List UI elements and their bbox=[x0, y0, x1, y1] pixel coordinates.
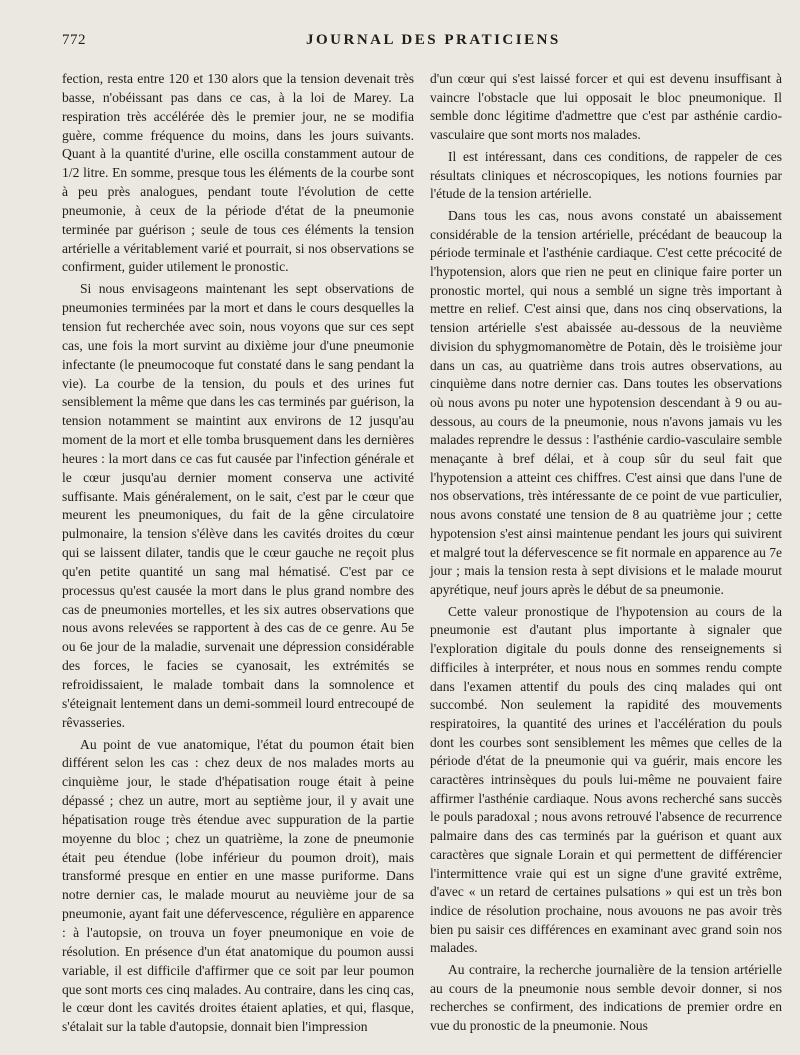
journal-title: JOURNAL DES PRATICIENS bbox=[306, 32, 561, 48]
paragraph: Dans tous les cas, nous avons constaté un abaissement considérable de la tension artérielle, précédant de beaucoup la période terminale et l'asthénie cardiaque. C'est cette précocité de l'hypotension, alors que rien ne peut en clinique faire porter un pronostic mortel, qui nous a semblé un signe très important à mettre en relief. C'est ainsi que, dans nos cinq observations, la tension artérielle s'est abaissée au-dessous de la neuvième division du sphygmomanomètre de Potain, dès le troisième jour dans un cas, au quatrième dans trois autres observations, au cinquième dans notre dernier cas. Dans toutes les observations où nous avons pu noter une hypotension descendant à 9 ou au-dessous, au cours de la pneumonie, nous n'avons jamais vu les malades reprendre le dessus : l'asthénie cardio-vasculaire semble menaçante à bref délai, et à coup sûr du seul fait que l'hypotension a atteint ces chiffres. C'est ainsi que dans l'une de nos observations, très intéressante de ce point de vue particulier, nous avons constaté une tension de 8 au quatrième jour ; cette hypotension s'est ainsi maintenue pendant les jours qui suivirent et malgré tout la défervescence se fit normale en apparence au 7e jour ; mais la tension resta à sept divisions et le malade mourut apyrétique, neuf jours après le début de sa pneumonie. bbox=[430, 207, 782, 597]
paragraph: Si nous envisageons maintenant les sept observations de pneumonies terminées par la mort et dans le cours desquelles la tension fut recherchée avec soin, nous voyons que sur ces sept cas, une fois la mort survint au dixième jour d'une pneumonie infectante (le pneumocoque fut constaté dans le sang pendant la vie). La courbe de la tension, du pouls et des urines fut sensiblement la même que dans les cas terminés par guérison, la tension notamment se maintint aux environs de 12 jusqu'au moment de la mort et elle tomba brusquement dans les dernières heures : la mort dans ce cas fut causée par l'infection générale et le cœur jusqu'au dernier moment conserva une activité suffisante. Mais généralement, on le sait, c'est par le cœur que meurent les pneumoniques, du fait de la gêne circulatoire pulmonaire, la tension s'élève dans les cavités droites du cœur qui se laissent dilater, tandis que le cœur gauche ne reçoit plus qu'en petite quantité un sang mal hématisé. C'est par ce processus qu'est causée la mort dans le plus grand nombre des cas de pneumonies mortelles, et les six autres observations que nous avons relevées se rapportent à des cas de ce genre. Au 5e ou 6e jour de la maladie, survenait une dépression considérable des forces, le facies se cyanosait, les extrémités se refroidissaient, le malade tombait dans la somnolence et s'éteignait lentement dans un demi-sommeil lourd entrecoupé de rêvasseries. bbox=[62, 281, 414, 730]
page-header bbox=[62, 32, 800, 54]
right-column bbox=[430, 70, 782, 1039]
paragraph: Cette valeur pronostique de l'hypotension au cours de la pneumonie est d'autant plus importante à signaler que l'exploration digitale du pouls donne des renseignements si difficiles à interpréter, et nous nous en sommes rendu compte dans l'examen attentif du pouls des cinq malades qui ont succombé. Non seulement la rapidité des mouvements respiratoires, la quantité des urines et l'accélération du pouls dont les courbes sont sensiblement les mêmes que celles de la période d'état de la pneumonie qui va guérir, mais encore les caractères intrinsèques du pouls lui-même ne pouvaient faire affirmer l'asthénie cardiaque. Nous avons recherché sans succès le pouls paradoxal ; nous avons retrouvé l'absence de recurrence palmaire dans des cas terminés par la guérison et quant aux caractères que signale Lorain et qui permettent de différencier l'intermittence vraie qui est un signe d'une gravité extrême, d'avec « un retard de certaines pulsations » qui est un très bon indice de résolution prochaine, nous avouons ne pas avoir très bien pu saisir ces différences en examinant avec grand soin nos malades. bbox=[430, 603, 782, 956]
paragraph: d'un cœur qui s'est laissé forcer et qui est devenu insuffisant à vaincre l'obstacle que lui opposait le bloc pneumonique. Il semble donc légitime d'admettre que c'est par asthénie cardio-vasculaire que sont morts nos malades. bbox=[430, 71, 782, 143]
paragraph: Au point de vue anatomique, l'état du poumon était bien différent selon les cas : chez deux de nos malades morts au cinquième jour, le stade d'hépatisation rouge était à peine dépassé ; chez un autre, mort au septième jour, il y avait une hépatisation rouge très étendue avec suppuration de la partie moyenne du bloc ; chez un quatrième, la zone de pneumonie était peu étendue (lobe inférieur du poumon droit), mais transformé presque en entier en une masse puriforme. Dans notre dernier cas, le malade mourut au neuvième jour de sa pneumonie, ayant fait une défervescence, régulière en apparence : à l'autopsie, on trouva un foyer pneumonique en voie de résolution. En présence d'un état anatomique du poumon aussi variable, il est difficile d'affirmer que ce soit par leur poumon que sont morts ces cinq malades. Au contraire, dans les cinq cas, le cœur dont les cavités droites étaient aplaties, et qui, flasque, s'étalait sur la table d'autopsie, donnait bien l'impression bbox=[62, 736, 414, 1035]
left-column bbox=[62, 70, 414, 1040]
page-number: 772 bbox=[62, 32, 86, 48]
paragraph: Au contraire, la recherche journalière de la tension artérielle au cours de la pneumonie nous semble devoir donner, si nos recherches se confirment, des indications de premier ordre en vue du pronostic de la pneumonie. Nous bbox=[430, 962, 782, 1034]
paragraph: fection, resta entre 120 et 130 alors que la tension devenait très basse, n'obéissant pas dans ce cas, à la loi de Marey. La respiration très accélérée dès le premier jour, ne se modifia guère, comme fréquence du moins, dans les jours suivants. Quant à la quantité d'urine, elle oscilla constamment autour de 1/2 litre. En somme, presque tous les éléments de la courbe sont à peu près analogues, pendant toute l'évolution de cette pneumonie, à ceux de la période d'état de la pneumonie terminée par guérison ; seule de tous ces éléments la tension artérielle a véritablement varié et pourrait, si nos observations se confirment, guider utilement le pronostic. bbox=[62, 71, 414, 275]
paragraph: Il est intéressant, dans ces conditions, de rappeler de ces résultats cliniques et nécroscopiques, les notions fournies par l'étude de la tension artérielle. bbox=[430, 148, 782, 202]
